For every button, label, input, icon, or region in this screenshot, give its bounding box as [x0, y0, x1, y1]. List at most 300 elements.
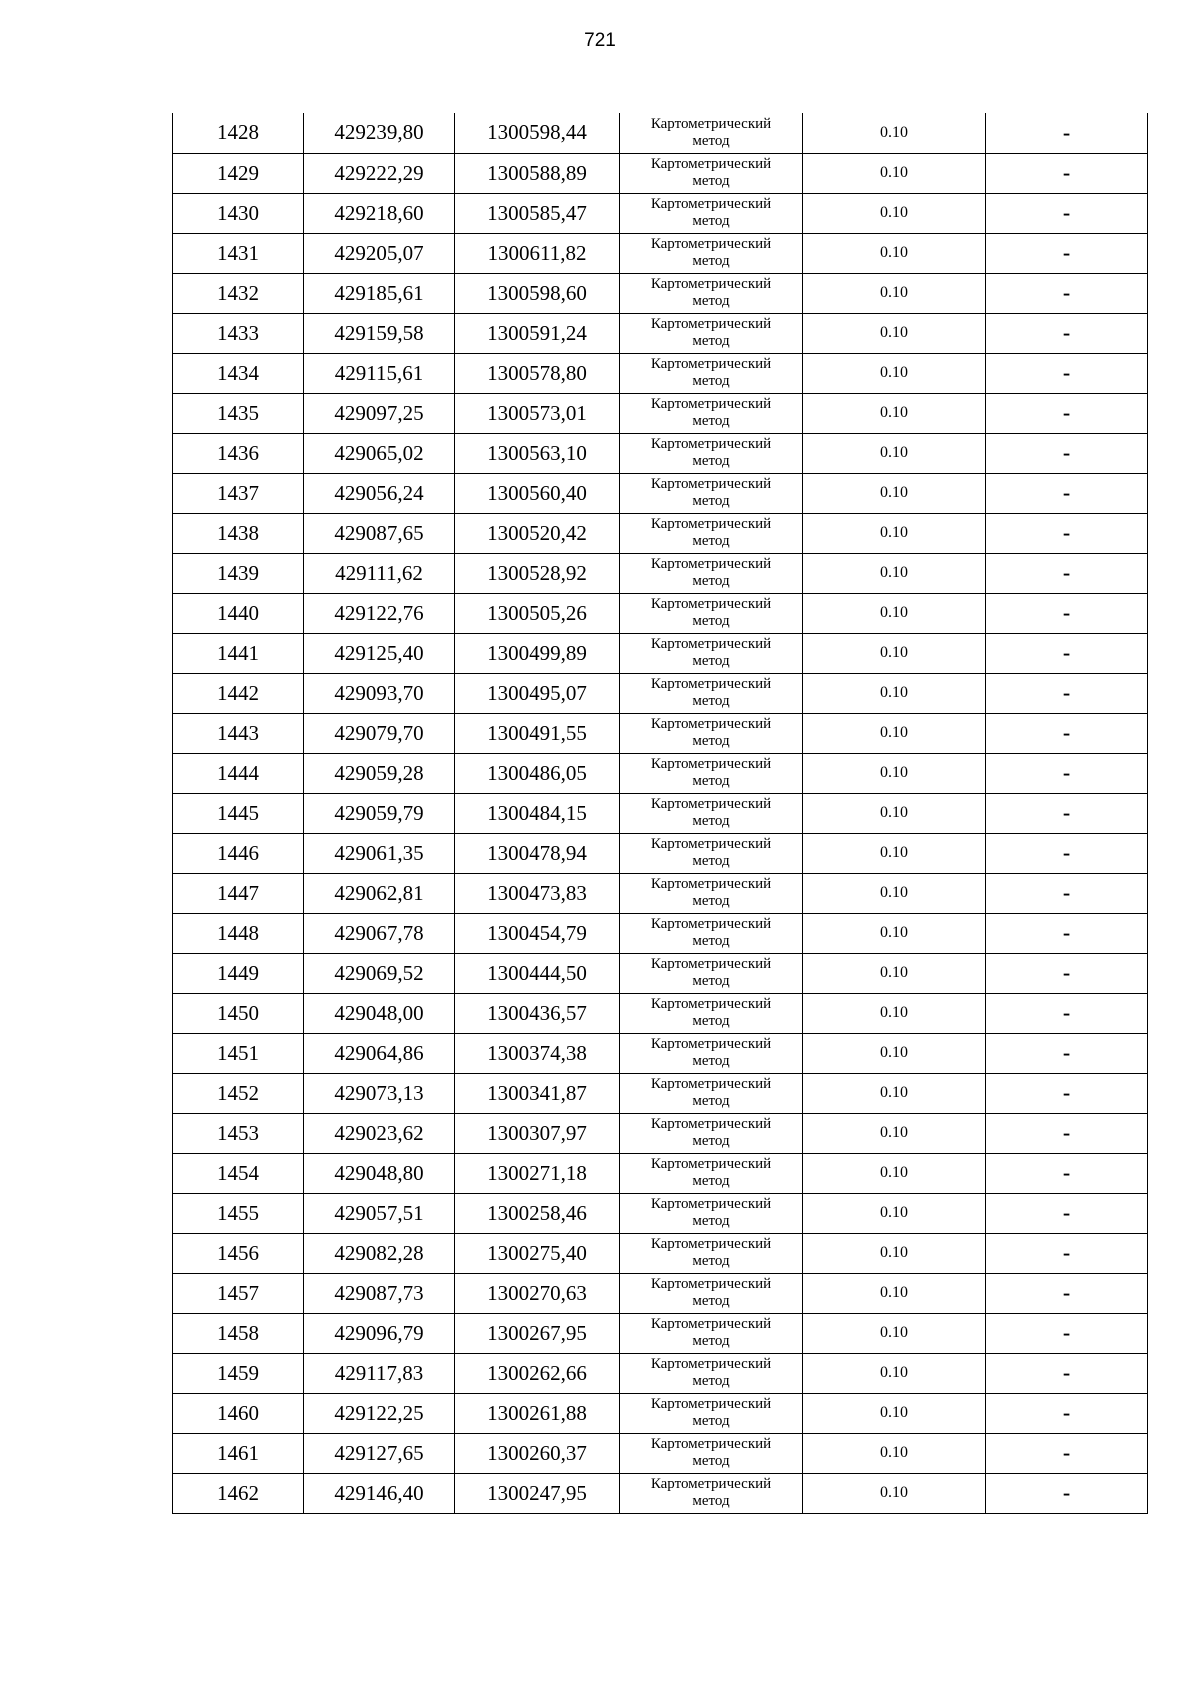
method-cell [620, 953, 803, 993]
table-row [173, 513, 1148, 553]
method-line-1: Картометрический [650, 796, 772, 812]
description-cell: - [986, 713, 1148, 753]
point-number-cell: 1435 [173, 393, 304, 433]
method-line-1: Картометрический [650, 1276, 772, 1292]
description-cell: - [986, 673, 1148, 713]
point-number-cell: 1429 [173, 153, 304, 193]
y-coordinate-cell: 1300520,42 [455, 513, 620, 553]
method-line-2: метод [692, 653, 730, 669]
method-line-1: Картометрический [650, 636, 772, 652]
method-cell [620, 393, 803, 433]
method-line-1: Картометрический [650, 115, 772, 132]
method-line-1: Картометрический [650, 356, 772, 372]
method-cell [620, 673, 803, 713]
description-cell: - [986, 1273, 1148, 1313]
method-line-2: метод [692, 173, 730, 189]
description-cell: - [986, 793, 1148, 833]
table-row [173, 393, 1148, 433]
table-row [173, 833, 1148, 873]
method-line-2: метод [692, 453, 730, 469]
accuracy-cell: 0.10 [803, 1033, 986, 1073]
method-cell [620, 1473, 803, 1513]
accuracy-cell: 0.10 [803, 833, 986, 873]
method-cell [620, 1073, 803, 1113]
x-coordinate-cell: 429059,28 [304, 753, 455, 793]
point-number-cell: 1440 [173, 593, 304, 633]
method-cell [620, 1033, 803, 1073]
point-number-cell: 1460 [173, 1393, 304, 1433]
method-line-2: метод [692, 1133, 730, 1149]
method-cell [620, 433, 803, 473]
y-coordinate-cell: 1300585,47 [455, 193, 620, 233]
y-coordinate-cell: 1300486,05 [455, 753, 620, 793]
point-number-cell: 1453 [173, 1113, 304, 1153]
description-cell: - [986, 473, 1148, 513]
accuracy-cell: 0.10 [803, 1233, 986, 1273]
x-coordinate-cell: 429061,35 [304, 833, 455, 873]
method-line-2: метод [692, 132, 730, 149]
table-row [173, 433, 1148, 473]
method-line-1: Картометрический [650, 1036, 772, 1052]
method-line-2: метод [692, 693, 730, 709]
table-row [173, 913, 1148, 953]
method-line-2: метод [692, 213, 730, 229]
point-number-cell: 1449 [173, 953, 304, 993]
point-number-cell: 1462 [173, 1473, 304, 1513]
accuracy-cell: 0.10 [803, 673, 986, 713]
method-line-2: метод [692, 1213, 730, 1229]
table-row [173, 753, 1148, 793]
description-cell: - [986, 1113, 1148, 1153]
table-row [173, 713, 1148, 753]
method-line-2: метод [692, 1093, 730, 1109]
y-coordinate-cell: 1300591,24 [455, 313, 620, 353]
method-line-2: метод [692, 573, 730, 589]
table-row [173, 1193, 1148, 1233]
table-row [173, 953, 1148, 993]
accuracy-cell: 0.10 [803, 1113, 986, 1153]
point-number-cell: 1454 [173, 1153, 304, 1193]
accuracy-cell: 0.10 [803, 1473, 986, 1513]
description-cell: - [986, 433, 1148, 473]
table-row [173, 793, 1148, 833]
table-row [173, 153, 1148, 193]
method-line-2: метод [692, 1453, 730, 1469]
x-coordinate-cell: 429048,00 [304, 993, 455, 1033]
method-cell [620, 833, 803, 873]
y-coordinate-cell: 1300598,60 [455, 273, 620, 313]
method-line-1: Картометрический [650, 1436, 772, 1452]
point-number-cell: 1430 [173, 193, 304, 233]
table-row [173, 113, 1148, 153]
table-row [173, 273, 1148, 313]
method-line-1: Картометрический [650, 1236, 772, 1252]
method-cell [620, 473, 803, 513]
point-number-cell: 1457 [173, 1273, 304, 1313]
method-line-1: Картометрический [650, 196, 772, 212]
description-cell: - [986, 233, 1148, 273]
method-line-1: Картометрический [650, 916, 772, 932]
y-coordinate-cell: 1300578,80 [455, 353, 620, 393]
x-coordinate-cell: 429239,80 [304, 113, 455, 153]
point-number-cell: 1443 [173, 713, 304, 753]
point-number-cell: 1456 [173, 1233, 304, 1273]
table-row [173, 1233, 1148, 1273]
table-row [173, 1393, 1148, 1433]
accuracy-cell: 0.10 [803, 153, 986, 193]
description-cell: - [986, 593, 1148, 633]
accuracy-cell: 0.10 [803, 753, 986, 793]
x-coordinate-cell: 429127,65 [304, 1433, 455, 1473]
y-coordinate-cell: 1300473,83 [455, 873, 620, 913]
method-cell [620, 713, 803, 753]
point-number-cell: 1428 [173, 113, 304, 153]
method-cell [620, 1353, 803, 1393]
accuracy-cell: 0.10 [803, 113, 986, 153]
table-row [173, 593, 1148, 633]
method-line-1: Картометрический [650, 236, 772, 252]
point-number-cell: 1442 [173, 673, 304, 713]
accuracy-cell: 0.10 [803, 353, 986, 393]
accuracy-cell: 0.10 [803, 873, 986, 913]
description-cell: - [986, 113, 1148, 153]
table-row [173, 1433, 1148, 1473]
method-line-1: Картометрический [650, 716, 772, 732]
method-line-1: Картометрический [650, 876, 772, 892]
accuracy-cell: 0.10 [803, 393, 986, 433]
description-cell: - [986, 273, 1148, 313]
accuracy-cell: 0.10 [803, 553, 986, 593]
method-cell [620, 913, 803, 953]
method-line-2: метод [692, 1333, 730, 1349]
method-cell [620, 153, 803, 193]
method-cell [620, 1153, 803, 1193]
accuracy-cell: 0.10 [803, 1153, 986, 1193]
x-coordinate-cell: 429122,76 [304, 593, 455, 633]
y-coordinate-cell: 1300271,18 [455, 1153, 620, 1193]
method-cell [620, 1273, 803, 1313]
method-line-1: Картометрический [650, 836, 772, 852]
method-line-1: Картометрический [650, 556, 772, 572]
table-row [173, 353, 1148, 393]
table-row [173, 873, 1148, 913]
method-line-2: метод [692, 1253, 730, 1269]
accuracy-cell: 0.10 [803, 1393, 986, 1433]
method-line-1: Картометрический [650, 516, 772, 532]
method-line-2: метод [692, 493, 730, 509]
description-cell: - [986, 1393, 1148, 1433]
description-cell: - [986, 1353, 1148, 1393]
method-line-1: Картометрический [650, 996, 772, 1012]
point-number-cell: 1452 [173, 1073, 304, 1113]
table-row [173, 1153, 1148, 1193]
method-line-2: метод [692, 613, 730, 629]
method-cell [620, 513, 803, 553]
y-coordinate-cell: 1300341,87 [455, 1073, 620, 1113]
x-coordinate-cell: 429205,07 [304, 233, 455, 273]
method-line-2: метод [692, 333, 730, 349]
method-line-2: метод [692, 1493, 730, 1509]
x-coordinate-cell: 429057,51 [304, 1193, 455, 1233]
x-coordinate-cell: 429096,79 [304, 1313, 455, 1353]
point-number-cell: 1433 [173, 313, 304, 353]
description-cell: - [986, 353, 1148, 393]
description-cell: - [986, 553, 1148, 593]
description-cell: - [986, 1433, 1148, 1473]
y-coordinate-cell: 1300505,26 [455, 593, 620, 633]
method-cell [620, 1313, 803, 1353]
accuracy-cell: 0.10 [803, 513, 986, 553]
point-number-cell: 1451 [173, 1033, 304, 1073]
method-line-2: метод [692, 853, 730, 869]
table-row [173, 1473, 1148, 1513]
y-coordinate-cell: 1300478,94 [455, 833, 620, 873]
x-coordinate-cell: 429146,40 [304, 1473, 455, 1513]
y-coordinate-cell: 1300275,40 [455, 1233, 620, 1273]
method-line-2: метод [692, 1373, 730, 1389]
point-number-cell: 1444 [173, 753, 304, 793]
method-cell [620, 553, 803, 593]
x-coordinate-cell: 429073,13 [304, 1073, 455, 1113]
point-number-cell: 1450 [173, 993, 304, 1033]
method-line-1: Картометрический [650, 1076, 772, 1092]
accuracy-cell: 0.10 [803, 793, 986, 833]
description-cell: - [986, 833, 1148, 873]
description-cell: - [986, 993, 1148, 1033]
method-cell [620, 633, 803, 673]
y-coordinate-cell: 1300495,07 [455, 673, 620, 713]
page-number: 721 [584, 30, 616, 51]
method-cell [620, 1193, 803, 1233]
description-cell: - [986, 1033, 1148, 1073]
accuracy-cell: 0.10 [803, 233, 986, 273]
accuracy-cell: 0.10 [803, 473, 986, 513]
method-line-2: метод [692, 733, 730, 749]
x-coordinate-cell: 429069,52 [304, 953, 455, 993]
method-line-2: метод [692, 1173, 730, 1189]
y-coordinate-cell: 1300454,79 [455, 913, 620, 953]
accuracy-cell: 0.10 [803, 713, 986, 753]
method-line-2: метод [692, 373, 730, 389]
table-row [173, 1113, 1148, 1153]
point-number-cell: 1448 [173, 913, 304, 953]
accuracy-cell: 0.10 [803, 1273, 986, 1313]
accuracy-cell: 0.10 [803, 1073, 986, 1113]
method-line-2: метод [692, 253, 730, 269]
method-line-2: метод [692, 1293, 730, 1309]
x-coordinate-cell: 429185,61 [304, 273, 455, 313]
y-coordinate-cell: 1300270,63 [455, 1273, 620, 1313]
description-cell: - [986, 1193, 1148, 1233]
y-coordinate-cell: 1300258,46 [455, 1193, 620, 1233]
x-coordinate-cell: 429125,40 [304, 633, 455, 673]
point-number-cell: 1438 [173, 513, 304, 553]
accuracy-cell: 0.10 [803, 913, 986, 953]
description-cell: - [986, 1233, 1148, 1273]
table-row [173, 473, 1148, 513]
table-row [173, 233, 1148, 273]
method-line-1: Картометрический [650, 1196, 772, 1212]
y-coordinate-cell: 1300588,89 [455, 153, 620, 193]
y-coordinate-cell: 1300444,50 [455, 953, 620, 993]
x-coordinate-cell: 429222,29 [304, 153, 455, 193]
method-line-1: Картометрический [650, 156, 772, 172]
table-row [173, 193, 1148, 233]
x-coordinate-cell: 429062,81 [304, 873, 455, 913]
method-cell [620, 873, 803, 913]
method-line-1: Картометрический [650, 1316, 772, 1332]
accuracy-cell: 0.10 [803, 593, 986, 633]
description-cell: - [986, 633, 1148, 673]
method-line-1: Картометрический [650, 1396, 772, 1412]
method-line-2: метод [692, 413, 730, 429]
y-coordinate-cell: 1300267,95 [455, 1313, 620, 1353]
y-coordinate-cell: 1300436,57 [455, 993, 620, 1033]
method-line-2: метод [692, 1053, 730, 1069]
method-line-1: Картометрический [650, 956, 772, 972]
x-coordinate-cell: 429056,24 [304, 473, 455, 513]
x-coordinate-cell: 429111,62 [304, 553, 455, 593]
description-cell: - [986, 953, 1148, 993]
table-row [173, 1033, 1148, 1073]
table-row [173, 633, 1148, 673]
method-line-1: Картометрический [650, 436, 772, 452]
method-cell [620, 113, 803, 153]
x-coordinate-cell: 429087,65 [304, 513, 455, 553]
description-cell: - [986, 1073, 1148, 1113]
x-coordinate-cell: 429093,70 [304, 673, 455, 713]
method-cell [620, 793, 803, 833]
x-coordinate-cell: 429097,25 [304, 393, 455, 433]
table-row [173, 1073, 1148, 1113]
y-coordinate-cell: 1300598,44 [455, 113, 620, 153]
table-row [173, 1313, 1148, 1353]
y-coordinate-cell: 1300307,97 [455, 1113, 620, 1153]
method-cell [620, 1433, 803, 1473]
method-line-2: метод [692, 893, 730, 909]
table-row [173, 993, 1148, 1033]
y-coordinate-cell: 1300262,66 [455, 1353, 620, 1393]
method-cell [620, 313, 803, 353]
y-coordinate-cell: 1300528,92 [455, 553, 620, 593]
point-number-cell: 1436 [173, 433, 304, 473]
x-coordinate-cell: 429023,62 [304, 1113, 455, 1153]
y-coordinate-cell: 1300611,82 [455, 233, 620, 273]
method-line-1: Картометрический [650, 1476, 772, 1492]
x-coordinate-cell: 429082,28 [304, 1233, 455, 1273]
table-row [173, 313, 1148, 353]
description-cell: - [986, 193, 1148, 233]
method-line-1: Картометрический [650, 596, 772, 612]
method-cell [620, 353, 803, 393]
method-cell [620, 993, 803, 1033]
point-number-cell: 1458 [173, 1313, 304, 1353]
accuracy-cell: 0.10 [803, 1353, 986, 1393]
x-coordinate-cell: 429048,80 [304, 1153, 455, 1193]
table-row [173, 1353, 1148, 1393]
x-coordinate-cell: 429159,58 [304, 313, 455, 353]
description-cell: - [986, 753, 1148, 793]
point-number-cell: 1432 [173, 273, 304, 313]
y-coordinate-cell: 1300560,40 [455, 473, 620, 513]
table-row [173, 1273, 1148, 1313]
x-coordinate-cell: 429218,60 [304, 193, 455, 233]
table-body [173, 113, 1148, 1513]
method-line-2: метод [692, 933, 730, 949]
x-coordinate-cell: 429122,25 [304, 1393, 455, 1433]
description-cell: - [986, 393, 1148, 433]
description-cell: - [986, 313, 1148, 353]
method-cell [620, 193, 803, 233]
description-cell: - [986, 1473, 1148, 1513]
method-line-1: Картометрический [650, 316, 772, 332]
table-row [173, 553, 1148, 593]
accuracy-cell: 0.10 [803, 1313, 986, 1353]
accuracy-cell: 0.10 [803, 433, 986, 473]
point-number-cell: 1431 [173, 233, 304, 273]
accuracy-cell: 0.10 [803, 953, 986, 993]
accuracy-cell: 0.10 [803, 193, 986, 233]
point-number-cell: 1446 [173, 833, 304, 873]
point-number-cell: 1437 [173, 473, 304, 513]
method-line-2: метод [692, 293, 730, 309]
y-coordinate-cell: 1300484,15 [455, 793, 620, 833]
method-line-2: метод [692, 1413, 730, 1429]
description-cell: - [986, 873, 1148, 913]
method-line-1: Картометрический [650, 1116, 772, 1132]
method-line-1: Картометрический [650, 476, 772, 492]
y-coordinate-cell: 1300261,88 [455, 1393, 620, 1433]
accuracy-cell: 0.10 [803, 993, 986, 1033]
x-coordinate-cell: 429087,73 [304, 1273, 455, 1313]
method-line-2: метод [692, 773, 730, 789]
point-number-cell: 1434 [173, 353, 304, 393]
y-coordinate-cell: 1300573,01 [455, 393, 620, 433]
accuracy-cell: 0.10 [803, 1433, 986, 1473]
accuracy-cell: 0.10 [803, 633, 986, 673]
coordinates-table [172, 113, 1148, 1514]
y-coordinate-cell: 1300260,37 [455, 1433, 620, 1473]
method-cell [620, 1113, 803, 1153]
description-cell: - [986, 1313, 1148, 1353]
description-cell: - [986, 513, 1148, 553]
method-line-2: метод [692, 533, 730, 549]
method-cell [620, 1393, 803, 1433]
description-cell: - [986, 1153, 1148, 1193]
y-coordinate-cell: 1300499,89 [455, 633, 620, 673]
point-number-cell: 1459 [173, 1353, 304, 1393]
point-number-cell: 1461 [173, 1433, 304, 1473]
description-cell: - [986, 153, 1148, 193]
method-cell [620, 233, 803, 273]
y-coordinate-cell: 1300374,38 [455, 1033, 620, 1073]
x-coordinate-cell: 429067,78 [304, 913, 455, 953]
point-number-cell: 1439 [173, 553, 304, 593]
y-coordinate-cell: 1300491,55 [455, 713, 620, 753]
x-coordinate-cell: 429064,86 [304, 1033, 455, 1073]
method-line-2: метод [692, 973, 730, 989]
method-cell [620, 273, 803, 313]
method-line-1: Картометрический [650, 396, 772, 412]
point-number-cell: 1455 [173, 1193, 304, 1233]
method-cell [620, 753, 803, 793]
accuracy-cell: 0.10 [803, 313, 986, 353]
description-cell: - [986, 913, 1148, 953]
method-line-1: Картометрический [650, 756, 772, 772]
method-line-1: Картометрический [650, 1156, 772, 1172]
method-cell [620, 593, 803, 633]
x-coordinate-cell: 429065,02 [304, 433, 455, 473]
